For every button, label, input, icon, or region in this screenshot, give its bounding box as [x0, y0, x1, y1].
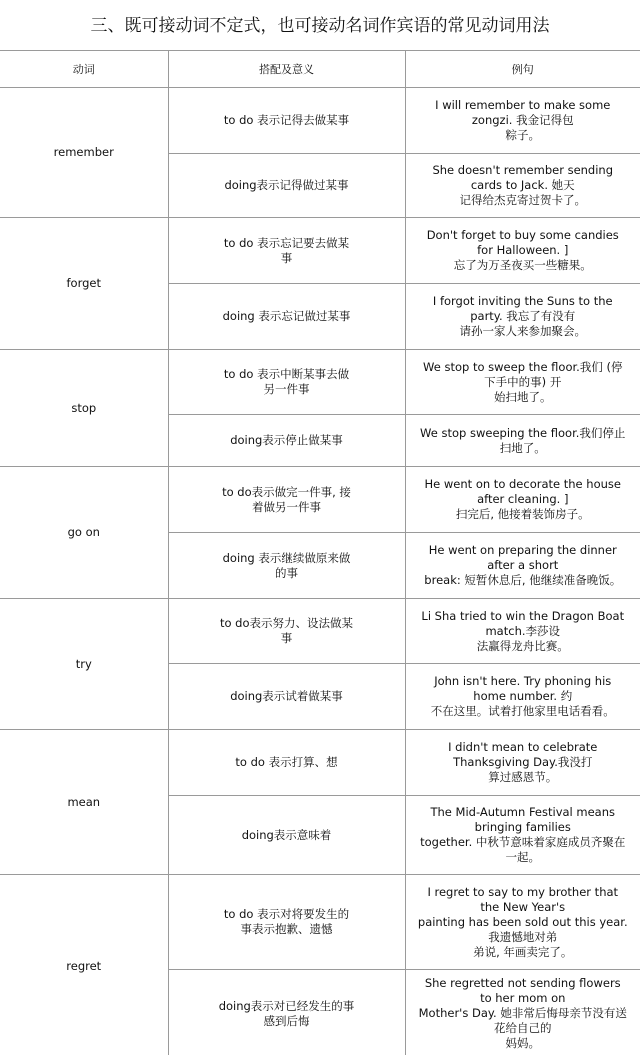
verb-usage-table — [0, 50, 640, 1055]
example-line: Don't forget to buy some candies for Halloween. ] — [426, 228, 619, 257]
example-line: 始扫地了。 — [494, 389, 552, 404]
example-cell — [405, 533, 640, 599]
example-line: John isn't here. Try phoning his home number. 约 — [434, 674, 612, 703]
example-line: I forgot inviting the Suns to the party. 我忘了有没有 — [432, 294, 613, 323]
usage-cell: to do 表示对将要发生的事表示抱歉、遗憾 — [168, 875, 405, 970]
example-cell — [405, 664, 640, 730]
example-line: 妈妈。 — [505, 1036, 540, 1050]
table-row — [0, 875, 640, 970]
table-header-row — [0, 51, 640, 88]
usage-cell: doing表示意味着 — [168, 796, 405, 875]
verb-cell: stop — [0, 350, 168, 467]
example-cell — [405, 796, 640, 875]
example-line: 忘了为万圣夜买一些糖果。 — [453, 258, 592, 272]
example-cell — [405, 599, 640, 664]
usage-cell: doing表示记得做过某事 — [168, 154, 405, 218]
example-line: 请孙一家人来参加聚会。 — [459, 324, 586, 338]
example-line: Mother's Day. 她非常后悔母亲节没有送花给自己的 — [418, 1006, 627, 1035]
table-body — [0, 88, 640, 1055]
example-line: I regret to say to my brother that the New Year's — [427, 884, 619, 914]
usage-cell: doing表示停止做某事 — [168, 415, 405, 467]
verb-cell: regret — [0, 875, 168, 1055]
example-line: He went on to decorate the house after cleaning. ] — [424, 477, 621, 506]
table-row — [0, 467, 640, 533]
example-cell — [405, 284, 640, 350]
example-line: painting has been sold out this year.我遗憾地对弟 — [417, 914, 628, 944]
verb-cell: try — [0, 599, 168, 730]
example-line: 弟说, 年画卖完了。 — [473, 944, 573, 959]
example-line: I will remember to make some zongzi. 我金记得包 — [435, 98, 611, 127]
table-row — [0, 218, 640, 284]
verb-cell: go on — [0, 467, 168, 599]
table-row — [0, 730, 640, 796]
example-line: 算过感恩节。 — [488, 770, 558, 784]
header-usage: 搭配及意义 — [168, 51, 405, 88]
example-line: He went on preparing the dinner after a short — [428, 543, 617, 572]
example-line: She regretted not sending flowers to her mom on — [424, 976, 621, 1005]
header-example: 例句 — [405, 51, 640, 88]
usage-cell: doing表示对已经发生的事感到后悔 — [168, 970, 405, 1055]
table-row — [0, 88, 640, 154]
example-line: 记得给杰克寄过贺卡了。 — [459, 193, 586, 207]
example-cell — [405, 415, 640, 467]
example-cell — [405, 350, 640, 415]
usage-cell: doing 表示继续做原来做的事 — [168, 533, 405, 599]
example-line: break: 短暂休息后, 他继续准备晚饭。 — [424, 573, 622, 587]
usage-cell: to do 表示记得去做某事 — [168, 88, 405, 154]
example-line: 不在这里。试着打他家里电话看看。 — [430, 704, 615, 718]
example-cell — [405, 875, 640, 970]
usage-cell: to do 表示中断某事去做另一件事 — [168, 350, 405, 415]
example-line: The Mid-Autumn Festival means bringing families — [430, 805, 616, 834]
table-row — [0, 350, 640, 415]
example-line: We stop to sweep the floor.我们 (停下手中的事) 开 — [423, 359, 623, 389]
verb-cell: forget — [0, 218, 168, 350]
example-cell — [405, 730, 640, 796]
example-line: Li Sha tried to win the Dragon Boat match.李莎设 — [421, 608, 625, 638]
usage-cell: to do表示努力、设法做某事 — [168, 599, 405, 664]
usage-cell: doing表示试着做某事 — [168, 664, 405, 730]
usage-cell: to do表示做完一件事, 接着做另一件事 — [168, 467, 405, 533]
usage-cell: to do 表示打算、想 — [168, 730, 405, 796]
example-cell — [405, 218, 640, 284]
usage-cell: to do 表示忘记要去做某事 — [168, 218, 405, 284]
table-row — [0, 599, 640, 664]
example-line: 法赢得龙舟比赛。 — [476, 638, 569, 653]
example-line: together. 中秋节意味着家庭成员齐聚在一起。 — [420, 835, 626, 864]
example-cell — [405, 154, 640, 218]
example-line: I didn't mean to celebrate Thanksgiving Day.我没打 — [448, 740, 598, 769]
document-title: 三、既可接动词不定式，也可接动名词作宾语的常见动词用法 — [90, 16, 550, 36]
example-line: She doesn't remember sending cards to Jack. 她天 — [432, 163, 614, 192]
header-verb: 动词 — [0, 51, 168, 88]
verb-cell: remember — [0, 88, 168, 218]
verb-cell: mean — [0, 730, 168, 875]
example-line: We stop sweeping the floor.我们停止扫地了。 — [420, 425, 626, 455]
example-cell — [405, 467, 640, 533]
usage-cell: doing 表示忘记做过某事 — [168, 284, 405, 350]
example-cell — [405, 88, 640, 154]
example-cell — [405, 970, 640, 1055]
example-line: 扫完后, 他接着装饰房子。 — [455, 507, 590, 521]
example-line: 粽子。 — [505, 128, 540, 142]
